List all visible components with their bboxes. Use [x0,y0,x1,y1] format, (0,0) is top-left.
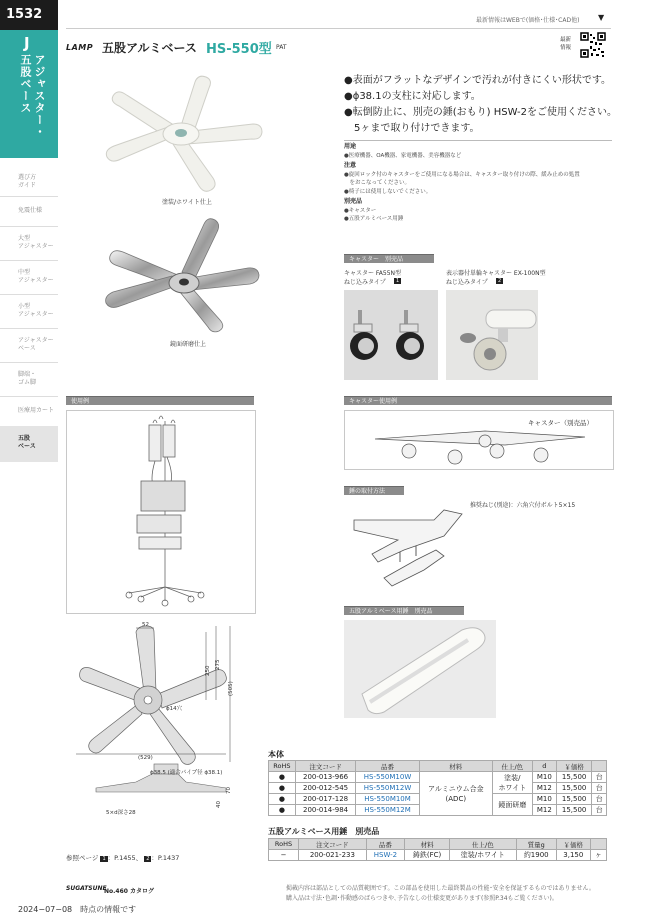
ref-badge-1: 1 [396,278,400,284]
triangle-down-icon: ▼ [598,13,605,22]
feature-3b: 5ヶまで取り付けできます。 [344,123,480,134]
th-finish: 仕上/色 [492,761,532,772]
page-number: 1532 [0,0,58,30]
caster-b-name[interactable]: 表示器付単輪キャスター EX-100N型 [446,270,546,277]
caster-a-photo [344,290,438,380]
sold-2: ●五股アルミベース用錘 [344,216,404,222]
caution-title: 注意 [344,162,357,169]
qr-code-icon[interactable] [580,32,606,58]
dim-70: 70 [226,787,232,794]
sold-1: ●キャスター [344,207,377,214]
cell-rohs: ● [269,783,296,794]
cell-code: 200-014-984 [295,805,356,816]
ref-page-2[interactable]: ：P.1437 [151,854,180,862]
section-title-2: 五股ベース [19,54,32,114]
th-unit [592,761,607,772]
caution-1: ●旋回ロック付のキャスターをご使用になる場合は、キャスター取り付けの際、緩み止めの処置 [344,171,580,178]
th-rohs: RoHS [269,839,299,850]
th-order-code: 注文コード [299,839,367,850]
notes-block [344,143,614,224]
dim-529: (529) [138,755,153,761]
cell-unit: 台 [592,772,607,783]
footer-catalog: No.460 カタログ [104,888,155,895]
model-name: HS-550型 [206,42,272,57]
caster-b-photo [446,290,538,380]
footer-brand: SUGATSUNE [66,885,107,892]
cell-part-link[interactable]: HSW-2 [366,850,404,861]
dim-505: (505) [228,681,234,696]
nav-item-large[interactable]: 大型 アジャスター [0,226,58,260]
section-letter: J [24,34,30,52]
th-unit [590,839,606,850]
dim-275: 275 [215,659,221,670]
footer-date: 2024−07−08 時点の情報です [18,905,137,914]
ref-page-1[interactable]: ：P.1455、 [107,854,143,862]
dim-52: 52 [142,622,149,628]
cell-finish-white: 塗装/ ホワイト [492,772,532,794]
nav-item-medical[interactable]: 医療用カート [0,396,58,426]
caption-white: 塗装/ホワイト仕上 [162,199,212,206]
caster-a-type: ねじ込みタイプ [344,279,386,286]
cell-material: アルミニウム合金 (ADC) [419,772,492,816]
table-header-row [269,761,607,772]
dim-250: 250 [205,665,211,676]
th-d: d [532,761,556,772]
cell-unit: 台 [592,794,607,805]
brand-logo: LAMP [66,43,94,52]
cell-price: 3,150 [556,850,590,861]
qr-label: 最新 情報 [560,37,572,51]
table-header-row [269,839,607,850]
bolt-note: 推奨ねじ(別途)：六角穴付ボルト5×15 [470,502,576,509]
caster-a-name[interactable]: キャスター FA55N型 [344,270,402,277]
th-part-no: 品番 [356,761,419,772]
feature-rule [344,140,612,141]
dim-pipe: ϕ38.5 (適合パイプ径 ϕ38.1) [150,770,223,776]
table-weight-title: 五股アルミベース用錘 別売品 [268,827,380,836]
spec-table [268,760,607,816]
cell-mass: 約1900 [516,850,556,861]
dim-hole: ϕ14穴 [166,706,183,712]
cell-rohs: ● [269,805,296,816]
cell-finish-mirror: 鏡面研磨 [492,794,532,816]
cell-rohs: ● [269,794,296,805]
caution-2: ●椅子には使用しないでください。 [344,188,432,195]
nav-item-active-label[interactable]: 五股 ベース [18,426,58,462]
feature-2: ●ϕ38.1の支柱に対応します。 [344,91,481,102]
usage-title: 用途 [344,143,357,150]
usage-text: ●医療機器、OA機器、家電機器、美容機器など [344,152,462,159]
table-row [269,772,607,783]
th-price: ￥価格 [556,761,592,772]
th-material: 材料 [405,839,450,850]
cell-d: M12 [532,805,556,816]
nav-item-seismic[interactable]: 免震仕様 [0,196,58,226]
mirror-base-photo [98,210,268,335]
nav-item-guide[interactable]: 選び方 ガイド [18,174,37,189]
weight-photo [344,620,496,718]
th-mass: 質量g [516,839,556,850]
reference-pages [66,853,179,862]
cell-unit: 台 [592,805,607,816]
cell-d: M10 [532,794,556,805]
cell-rohs: ● [269,772,296,783]
cell-price: 15,500 [556,805,592,816]
ref-label: 参照ページ [66,854,99,862]
pat-label: PAT [276,44,287,51]
feature-3: ●転倒防止に、別売の錘(おもり) HSW-2をご使用ください。 [344,107,618,118]
cell-code: 200-017-128 [295,794,356,805]
cell-unit: 台 [592,783,607,794]
th-material: 材料 [419,761,492,772]
caster-b-type: ねじ込みタイプ [446,279,488,286]
nav-item-rubber[interactable]: 脚端・ ゴム脚 [0,362,58,396]
cell-finish: 塗装/ホワイト [450,850,516,861]
cell-code: 200-012-545 [295,783,356,794]
usage-example-drawing [67,411,255,613]
weight-mount-header: 錘の取付方法 [344,486,404,495]
disclaimer-1: 掲載内容は部品としての品質範囲です。この部品を使用した最終製品の性能･安全を保証するものではありません。 [286,885,595,892]
cell-part-link[interactable]: HS-550M12W [356,783,419,794]
section-tab [0,30,58,158]
dim-depth: 5×d深さ28 [106,810,136,816]
nav-item-adjuster-base[interactable]: アジャスター ベース [0,328,58,362]
usage-example-header: 使用例 [66,396,254,405]
cell-code: 200-013-966 [295,772,356,783]
usage-example-box [66,410,256,614]
cell-part-link[interactable]: HS-550M12M [356,805,419,816]
dimension-drawing [66,622,266,820]
cell-unit: ヶ [590,850,606,861]
weight-mount-drawing [344,500,474,590]
feature-1: ●表面がフラットなデザインで汚れが付きにくい形状です。 [344,75,612,86]
nav-item-medium[interactable]: 中型 アジャスター [0,260,58,294]
disclaimer-2: 購入品は寸法･色調･作動感のばらつきや､予告なしの仕様変更があります(参照P.34もご覧ください)。 [286,895,558,902]
table-row [269,850,607,861]
dim-40: 40 [216,801,222,808]
nav-item-small[interactable]: 小型 アジャスター [0,294,58,328]
caster-callout: キャスター（別売品） [528,419,593,427]
ref-badge-1: 1 [102,856,106,862]
table-main-title: 本体 [268,750,284,759]
cell-rohs: − [269,850,299,861]
caster-sold-header: キャスター 別売品 [344,254,434,263]
ref-badge-2: 2 [498,278,502,284]
cell-price: 15,500 [556,783,592,794]
weight-table [268,838,607,861]
caption-mirror: 鏡面研磨仕上 [170,341,207,348]
cell-d: M10 [532,772,556,783]
cell-price: 15,500 [556,794,592,805]
th-finish: 仕上/色 [450,839,516,850]
th-price: ￥価格 [556,839,590,850]
cell-part-link[interactable]: HS-550M10M [356,794,419,805]
caster-usage-header: キャスター使用例 [344,396,612,405]
ref-badge-2: 2 [146,856,150,862]
page-title: 五股アルミベース [102,41,197,55]
section-title-1: アジャスター・ [33,54,46,138]
caution-1b: をおこなってください。 [344,180,411,186]
header-rule [66,28,611,29]
cell-d: M12 [532,783,556,794]
th-part-no: 品番 [366,839,404,850]
cell-price: 15,500 [556,772,592,783]
cell-code: 200-021-233 [299,850,367,861]
cell-material: 鋳鉄(FC) [405,850,450,861]
weight-sold-header: 五股アルミベース用錘 別売品 [344,606,464,615]
th-order-code: 注文コード [295,761,356,772]
white-base-photo [95,74,265,194]
th-rohs: RoHS [269,761,296,772]
sold-title: 別売品 [344,198,363,205]
cell-part-link[interactable]: HS-550M10W [356,772,419,783]
web-note[interactable]: 最新情報はWEBで(価格･仕様･CAD他) [476,17,580,24]
